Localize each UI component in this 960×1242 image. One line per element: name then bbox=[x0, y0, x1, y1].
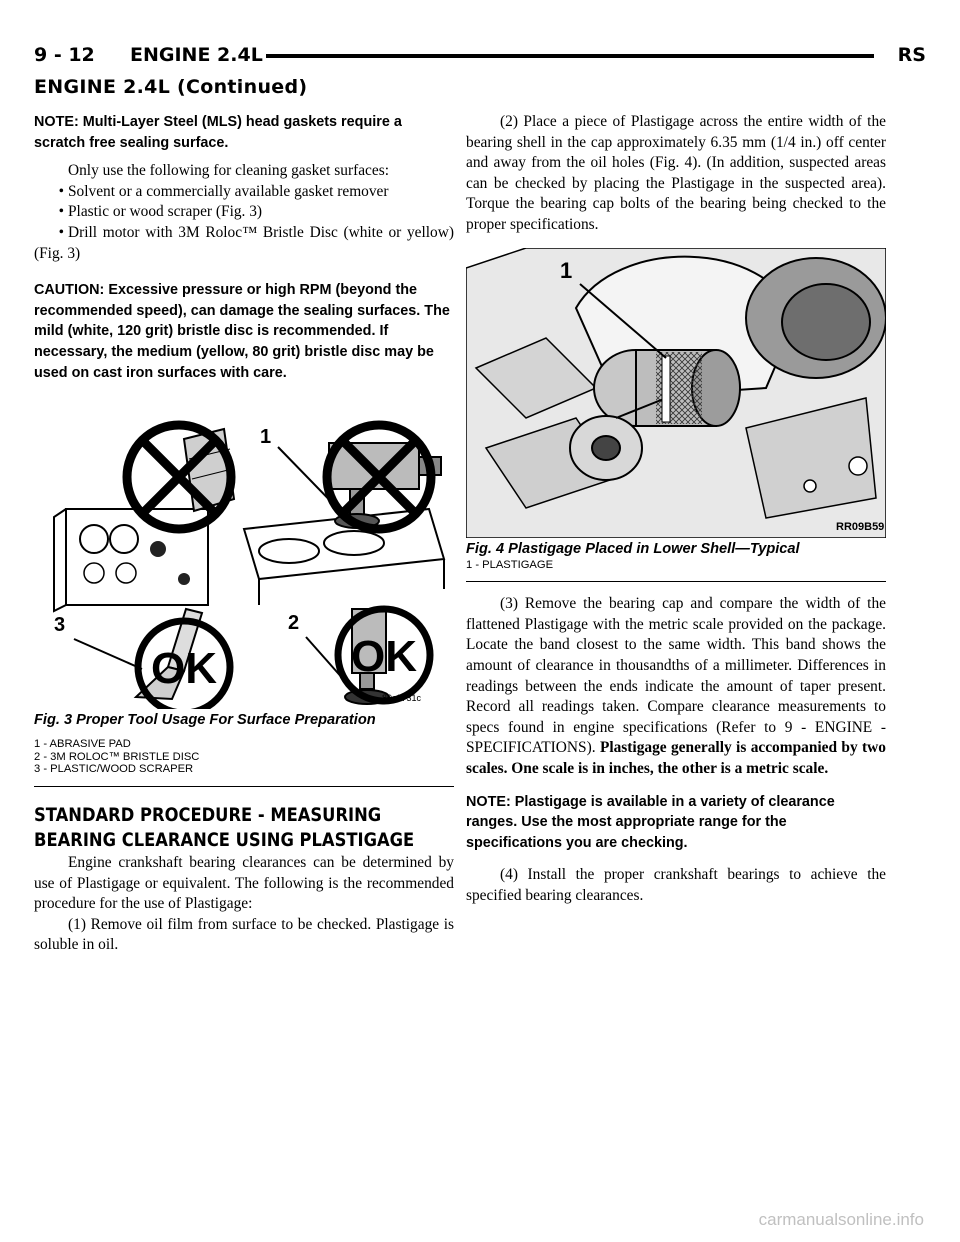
figure-rule bbox=[466, 581, 886, 582]
fig3-caption: Fig. 3 Proper Tool Usage For Surface Preparation bbox=[34, 712, 376, 729]
fig4-legend bbox=[466, 559, 886, 572]
plastigage-illustration bbox=[466, 248, 886, 538]
callout-3-leader bbox=[74, 639, 142, 669]
step-3 bbox=[466, 594, 886, 779]
step-2: (2) Place a piece of Plastigage across the entire width of the bearing shell in the cap approximately 6.35 mm (1/4 in.) off center and away from the oil holes (Fig. 4). (In addition, suspected areas can be checked by placing the Plastigage in the suspected area). Torque the bearing cap bolts of the bearing being checked to the proper specifications. bbox=[466, 113, 886, 233]
page-number: 9 - 12 bbox=[34, 44, 95, 66]
bullet-text: Drill motor with 3M Roloc™ Bristle Disc (white or yellow) (Fig. 3) bbox=[34, 223, 454, 262]
callout-2-leader bbox=[306, 637, 352, 689]
legend-item: 1 - ABRASIVE PAD bbox=[34, 738, 131, 751]
plastigage-strip bbox=[662, 356, 670, 422]
section-heading-line: BEARING CLEARANCE USING PLASTIGAGE bbox=[34, 828, 415, 851]
watermark: carmanualsonline.info bbox=[758, 1210, 924, 1229]
bullet-symbol: • bbox=[58, 203, 64, 221]
section-heading-line: STANDARD PROCEDURE - MEASURING bbox=[34, 803, 382, 826]
bullet-item bbox=[34, 202, 454, 223]
ok-label: OK bbox=[151, 644, 217, 694]
caution-note: CAUTION: Excessive pressure or high RPM (beyond the recommended speed), can damage the sealing surfaces. The mild (white, 120 grit) bristle disc is recommended. If necessary, the medium (yellow, 80 grit) bristle disc may be used on cast iron surfaces with care. bbox=[34, 282, 450, 381]
procedure-intro: Engine crankshaft bearing clearances can be determined by use of Plastigage or equivalent. The following is the recommended procedure for the use of Plastigage: bbox=[34, 853, 454, 913]
step-3-text: (3) Remove the bearing cap and compare the width of the flattened Plastigage with the metric scale provided on the package. Locate the band closest to the same width. This band shows the amount of clearance in thousandths of a millimeter. Differences in readings between the ends indicate the amount of taper present. Record all readings taken. Compare clearance measurements to specs found in engine specifications (Refer to 9 - ENGINE - SPECIFICATIONS). bbox=[466, 595, 886, 757]
step-4: (4) Install the proper crankshaft bearings to achieve the specified bearing clearances. bbox=[466, 866, 886, 904]
fig4-caption: Fig. 4 Plastigage Placed in Lower Shell—Typical bbox=[466, 540, 800, 557]
page-header bbox=[34, 44, 926, 72]
callout-1: 1 bbox=[260, 426, 272, 449]
figure-rule bbox=[34, 786, 454, 787]
header-rule bbox=[266, 54, 874, 58]
right-column bbox=[466, 112, 886, 906]
fig4-image-code: RR09B59 bbox=[836, 520, 885, 533]
figure-3 bbox=[34, 399, 454, 787]
continued-title: ENGINE 2.4L (Continued) bbox=[34, 76, 308, 98]
bullet-symbol: • bbox=[58, 223, 64, 241]
note-plastigage-ranges: NOTE: Plastigage is available in a variety of clearance ranges. Use the most appropriate range for the specifications you are checking. bbox=[466, 793, 835, 851]
step-1: (1) Remove oil film from surface to be checked. Plastigage is soluble in oil. bbox=[34, 915, 454, 954]
section-heading bbox=[34, 803, 454, 853]
bullet-item bbox=[34, 182, 454, 203]
callout-2: 2 bbox=[288, 612, 300, 635]
ok-label: OK bbox=[351, 632, 417, 682]
bullet-symbol: • bbox=[58, 182, 64, 200]
figure-4 bbox=[466, 248, 886, 583]
callout-1: 1 bbox=[560, 257, 573, 283]
fig3-image-code: 80c0731c bbox=[382, 693, 422, 704]
bullet-text: Plastic or wood scraper (Fig. 3) bbox=[68, 203, 263, 221]
legend-item: 3 - PLASTIC/WOOD SCRAPER bbox=[34, 763, 194, 776]
callout-3: 3 bbox=[54, 614, 66, 637]
legend-item: 2 - 3M ROLOC™ BRISTLE DISC bbox=[34, 750, 200, 763]
bullet-text: Solvent or a commercially available gasket remover bbox=[68, 182, 389, 200]
bullet-item bbox=[34, 223, 454, 264]
cleaning-intro: Only use the following for cleaning gasket surfaces: bbox=[68, 162, 389, 180]
legend-item: 1 - PLASTIGAGE bbox=[466, 558, 554, 571]
header-model: RS bbox=[897, 44, 926, 66]
left-column bbox=[34, 112, 454, 956]
header-section-title: ENGINE 2.4L bbox=[130, 44, 263, 66]
fig3-legend bbox=[34, 738, 454, 776]
step-3-bold: Plastigage generally is accompanied by two scales. One scale is in inches, the other is a metric scale. bbox=[466, 739, 886, 777]
surface-preparation-illustration bbox=[34, 399, 454, 709]
note-mls-gaskets: NOTE: Multi-Layer Steel (MLS) head gaskets require a scratch free sealing surface. bbox=[34, 114, 402, 151]
